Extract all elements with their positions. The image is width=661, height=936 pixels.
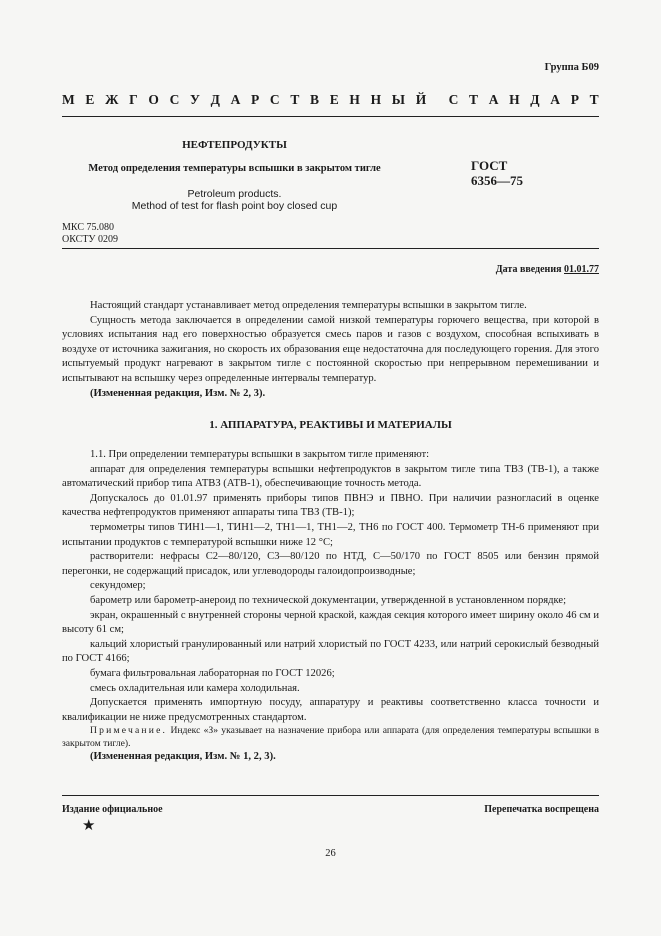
okstu-code: ОКСТУ 0209 [62,234,119,245]
banner-word1-letter: О [148,92,159,107]
intro-text [62,299,599,401]
banner-word1-letter: С [169,92,180,107]
introduction-date-value: 01.01.77 [564,264,599,275]
banner-word1-letter: М [62,92,75,107]
footer-divider [62,795,599,796]
gost-label: ГОСТ [471,158,508,173]
banner-word1-letter: У [190,92,200,107]
banner-word2-letter: А [550,92,561,107]
intro-revision: (Измененная редакция, Изм. № 2, 3). [90,387,266,399]
banner-word2-letter: Т [589,92,599,107]
section-note [62,725,599,750]
intro-paragraph: Сущность метода заключается в определении самой низкой температуры горючего вещества, при которой в условиях испытания над его поверхностью образуется смесь паров и газов с воздухом, способная вспыхивать в воздухе от источника зажигания, но скорость их образования еще недостаточна для последующего горения. Для этого испытуемый продукт нагревают в закрытом тигле с постоянной скоростью при непрерывном перемешивании и испытывают на вспышку через определенные интервалы температур. [62,314,599,384]
banner-word1-letter: Е [329,92,339,107]
section-paragraph: бумага фильтровальная лабораторная по ГОСТ 12026; [90,667,335,679]
section-paragraph: 1.1. При определении температуры вспышки в закрытом тигле применяют: [90,449,430,460]
section-paragraph: секундомер; [90,580,146,592]
reprint-prohibited: Перепечатка воспрещена [484,804,599,815]
banner-word-gap [437,92,438,108]
intro-paragraph: Настоящий стандарт устанавливает метод определения температуры вспышки в закрытом тигле. [90,300,527,311]
note-label: Примечание. [90,725,168,737]
middle-divider [62,248,599,249]
classification-codes [62,222,118,246]
banner-word1-letter: Е [85,92,95,107]
introduction-date-label: Дата введения [495,264,564,275]
banner-word1-letter: В [310,92,320,107]
section-paragraph: Допускается применять импортную посуду, аппаратуру и реактивы соответственно класса точности и квалификации не ниже предусмотренных стандартом. [62,697,599,723]
banner-word2-letter: А [488,92,499,107]
method-title: Метод определения температуры вспышки в закрытом тигле [88,163,381,174]
note-text: Индекс «З» указывает на назначение прибора или аппарата (для определения температуры вспышки в закрытом тигле). [62,725,599,749]
section-paragraph: аппарат для определения температуры вспышки нефтепродуктов в закрытом тигле типа ТВЗ (ТВ-1), а также автоматический прибор типа АТВЗ (АТВ-1), обеспечивающие точность метода. [62,463,599,490]
star-icon: ★ [82,818,96,834]
banner-word2-letter: Н [509,92,520,107]
page-number: 26 [325,848,336,859]
banner-word1-letter: Н [370,92,382,107]
banner-word1-letter: Т [290,92,300,107]
section-title: 1. АППАРАТУРА, РЕАКТИВЫ И МАТЕРИАЛЫ [209,419,452,431]
mks-code: МКС 75.080 [62,222,114,233]
banner-word1-letter: Ж [105,92,119,107]
banner-word2-letter: Т [469,92,479,107]
top-divider [62,116,599,117]
standard-banner [62,92,599,108]
section-paragraph: барометр или барометр-анероид по технической документации, утвержденной в установленном порядке; [90,594,567,606]
section-text [62,448,599,765]
section-revision: (Измененная редакция, Изм. № 1, 2, 3). [90,751,276,763]
section-paragraph: смесь охладительная или камера холодильная. [90,682,300,694]
official-edition: Издание официальное [62,804,163,815]
banner-word2-letter: Д [530,92,540,107]
banner-word1-letter: Н [349,92,360,107]
product-title: НЕФТЕПРОДУКТЫ [182,139,287,151]
section-paragraph: кальций хлористый гранулированный или натрий хлористый по ГОСТ 4233, или натрий серокислый безводный по ГОСТ 4166; [62,638,599,665]
group-code: Группа Б09 [544,62,599,73]
banner-word2-letter: С [448,92,459,107]
banner-word1-letter: Г [129,92,138,107]
section-paragraph: растворители: нефрасы С2—80/120, С3—80/120 по НТД, С—50/170 по ГОСТ 8505 или бензин прямой перегонки, не содержащий присадок, или углеводороды галоидопроизводные; [62,551,599,577]
english-title-line2: Method of test for flash point boy closed cup [131,200,338,212]
banner-word1-letter: А [230,92,241,107]
introduction-date [496,264,599,275]
banner-word1-letter: Р [251,92,260,107]
banner-word1-letter: Й [415,92,427,107]
section-paragraph: экран, окрашенный с внутренней стороны черной краской, каждая секция которого имеет ширину около 46 см и высоту 61 см; [62,609,599,636]
banner-word1-letter: С [269,92,280,107]
english-title-line1: Petroleum products. [187,188,282,200]
gost-number: 6356—75 [471,173,523,188]
banner-word1-letter: Д [210,92,220,107]
banner-word1-letter: Ы [391,92,406,107]
section-paragraph: термометры типов ТИН1—1, ТИН1—2, ТН1—1, ТН1—2, ТН6 по ГОСТ 400. Термометр ТН-6 применяют при испытании продуктов с температурой вспышки ниже 12 °С; [62,521,599,548]
section-paragraph: Допускалось до 01.01.97 применять приборы типов ПВНЭ и ПВНО. При наличии разногласий в оценке качества нефтепродуктов применяют аппараты типа ТВЗ (ТВ-1); [62,492,599,519]
banner-word2-letter: Р [570,92,579,107]
